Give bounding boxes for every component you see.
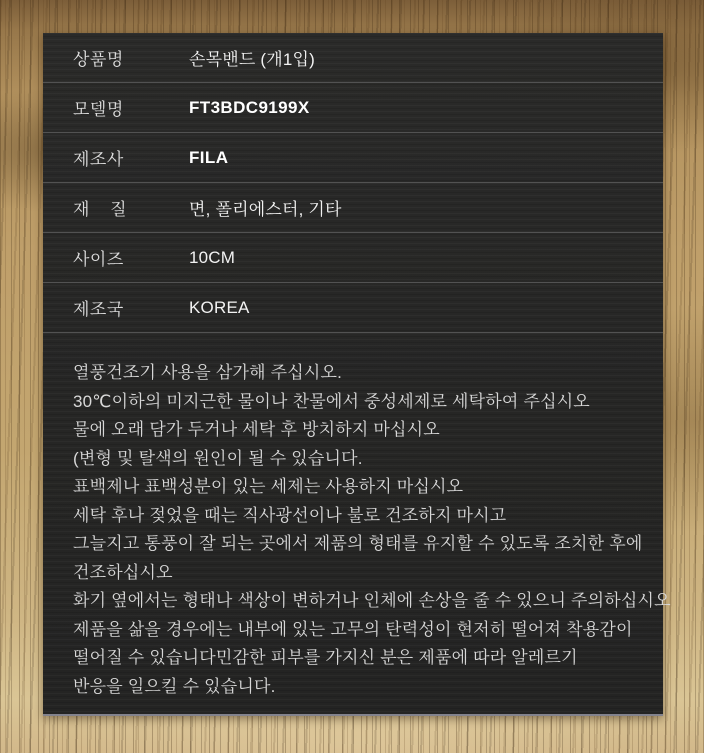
spec-row-model-name <box>43 83 663 133</box>
spec-value: 면, 폴리에스터, 기타 <box>189 200 342 219</box>
care-instructions <box>43 333 671 701</box>
care-instruction-line: 물에 오래 담가 두거나 세탁 후 방치하지 마십시오 <box>73 420 440 439</box>
spec-label: 사이즈 <box>73 250 124 269</box>
spec-row-product-name <box>43 33 663 83</box>
spec-label: 모델명 <box>73 100 124 119</box>
spec-row-material <box>43 183 663 233</box>
product-spec-table <box>43 33 663 333</box>
product-info-panel <box>43 33 671 716</box>
spec-row-manufacturer <box>43 133 663 183</box>
spec-label: 재 질 <box>73 200 127 219</box>
care-instruction-line: 그늘지고 통풍이 잘 되는 곳에서 제품의 형태를 유지할 수 있도록 조치한 후에 <box>73 534 643 553</box>
care-instruction-line: (변형 및 탈색의 원인이 될 수 있습니다. <box>73 448 363 468</box>
care-instruction-line: 반응을 일으킬 수 있습니다. <box>73 676 276 696</box>
care-instruction-line: 30℃이하의 미지근한 물이나 찬물에서 중성세제로 세탁하여 주십시오 <box>73 391 590 411</box>
care-instruction-line: 건조하십시오 <box>73 562 173 582</box>
care-instruction-line: 화기 옆에서는 형태나 색상이 변하거나 인체에 손상을 줄 수 있으니 주의하십시오 <box>73 591 671 610</box>
spec-value: 10CM <box>189 247 236 267</box>
spec-label: 제조사 <box>73 150 124 169</box>
spec-label: 상품명 <box>73 50 124 69</box>
care-instruction-line: 표백제나 표백성분이 있는 세제는 사용하지 마십시오 <box>73 477 464 496</box>
care-instruction-line: 떨어질 수 있습니다민감한 피부를 가지신 분은 제품에 따라 알레르기 <box>73 648 578 667</box>
spec-row-country-of-origin <box>43 283 663 333</box>
care-instruction-line: 열풍건조기 사용을 삼가해 주십시오. <box>73 363 343 382</box>
spec-value: FILA <box>189 147 229 167</box>
care-instruction-line: 제품을 삶을 경우에는 내부에 있는 고무의 탄력성이 현저히 떨어져 착용감이 <box>73 619 633 639</box>
spec-label: 제조국 <box>73 300 124 319</box>
spec-value: FT3BDC9199X <box>189 97 310 117</box>
spec-value: 손목밴드 (개1입) <box>189 50 316 69</box>
spec-row-size <box>43 233 663 283</box>
care-instruction-line: 세탁 후나 젖었을 때는 직사광선이나 불로 건조하지 마시고 <box>73 505 507 525</box>
spec-value: KOREA <box>189 297 250 317</box>
